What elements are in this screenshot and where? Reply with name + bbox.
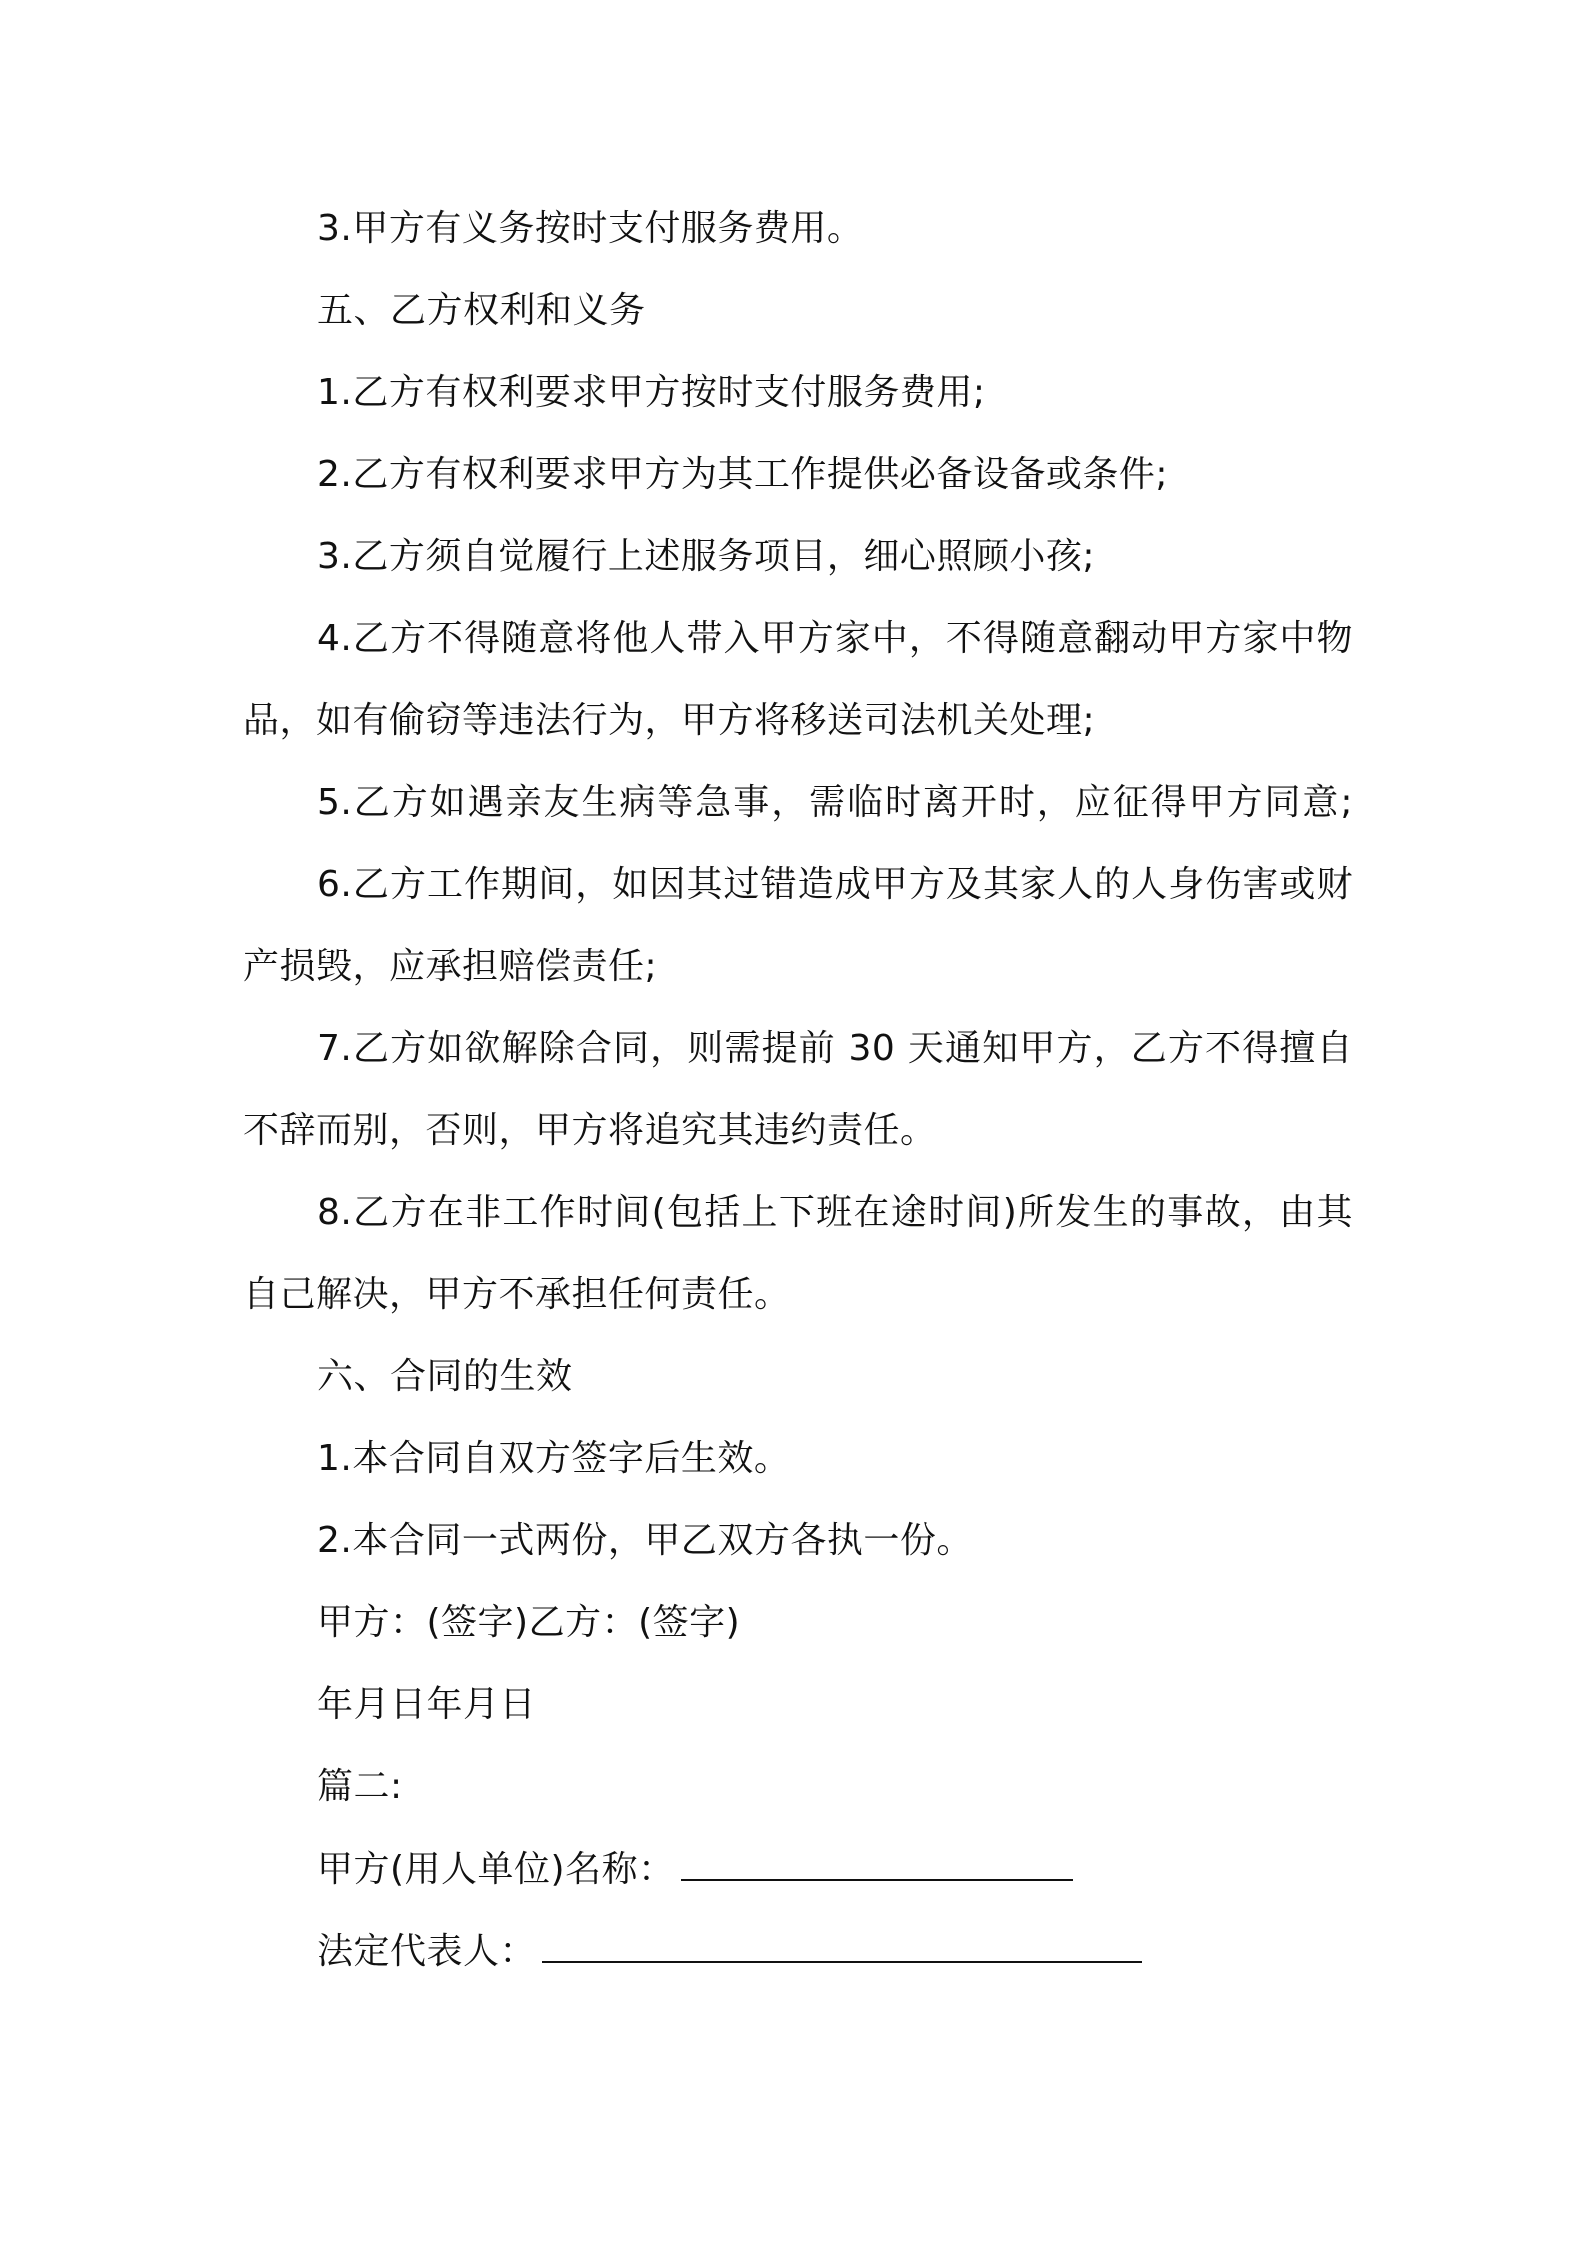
clause-line-continued: 自己解决，甲方不承担任何责任。 xyxy=(243,1274,791,1315)
clause-line: 4.乙方不得随意将他人带入甲方家中，不得随意翻动甲方家中物 xyxy=(317,618,1353,659)
part-heading: 篇二: xyxy=(317,1766,403,1807)
clause-line: 2.乙方有权利要求甲方为其工作提供必备设备或条件; xyxy=(317,454,1168,495)
legal-rep-label: 法定代表人： xyxy=(317,1931,537,1972)
date-line: 年月日年月日 xyxy=(317,1684,537,1725)
clause-line-continued: 不辞而别，否则，甲方将追究其违约责任。 xyxy=(243,1110,937,1151)
clause-line-continued: 产损毁，应承担赔偿责任; xyxy=(243,946,658,987)
clause-line: 1.乙方有权利要求甲方按时支付服务费用; xyxy=(317,372,986,413)
clause-line: 2.本合同一式两份，甲乙双方各执一份。 xyxy=(317,1520,973,1561)
employer-name-label: 甲方(用人单位)名称： xyxy=(317,1849,675,1890)
employer-name-row xyxy=(317,1845,1427,1894)
clause-line-continued: 品，如有偷窃等违法行为，甲方将移送司法机关处理; xyxy=(243,700,1096,741)
clause-line: 3.甲方有义务按时支付服务费用。 xyxy=(317,208,864,249)
clause-line: 5.乙方如遇亲友生病等急事，需临时离开时，应征得甲方同意; xyxy=(317,782,1353,823)
legal-rep-row xyxy=(317,1927,1427,1976)
clause-line: 1.本合同自双方签字后生效。 xyxy=(317,1438,791,1479)
clause-line: 8.乙方在非工作时间(包括上下班在途时间)所发生的事故，由其 xyxy=(317,1192,1353,1233)
clause-line: 7.乙方如欲解除合同，则需提前 30 天通知甲方，乙方不得擅自 xyxy=(317,1028,1353,1069)
employer-name-blank[interactable] xyxy=(681,1845,1073,1881)
section-heading: 六、合同的生效 xyxy=(317,1356,573,1397)
clause-line: 3.乙方须自觉履行上述服务项目，细心照顾小孩; xyxy=(317,536,1095,577)
section-heading: 五、乙方权利和义务 xyxy=(317,290,646,331)
legal-rep-blank[interactable] xyxy=(542,1927,1142,1963)
signature-line: 甲方：(签字)乙方：(签字) xyxy=(317,1602,741,1643)
clause-line: 6.乙方工作期间，如因其过错造成甲方及其家人的人身伤害或财 xyxy=(317,864,1353,905)
